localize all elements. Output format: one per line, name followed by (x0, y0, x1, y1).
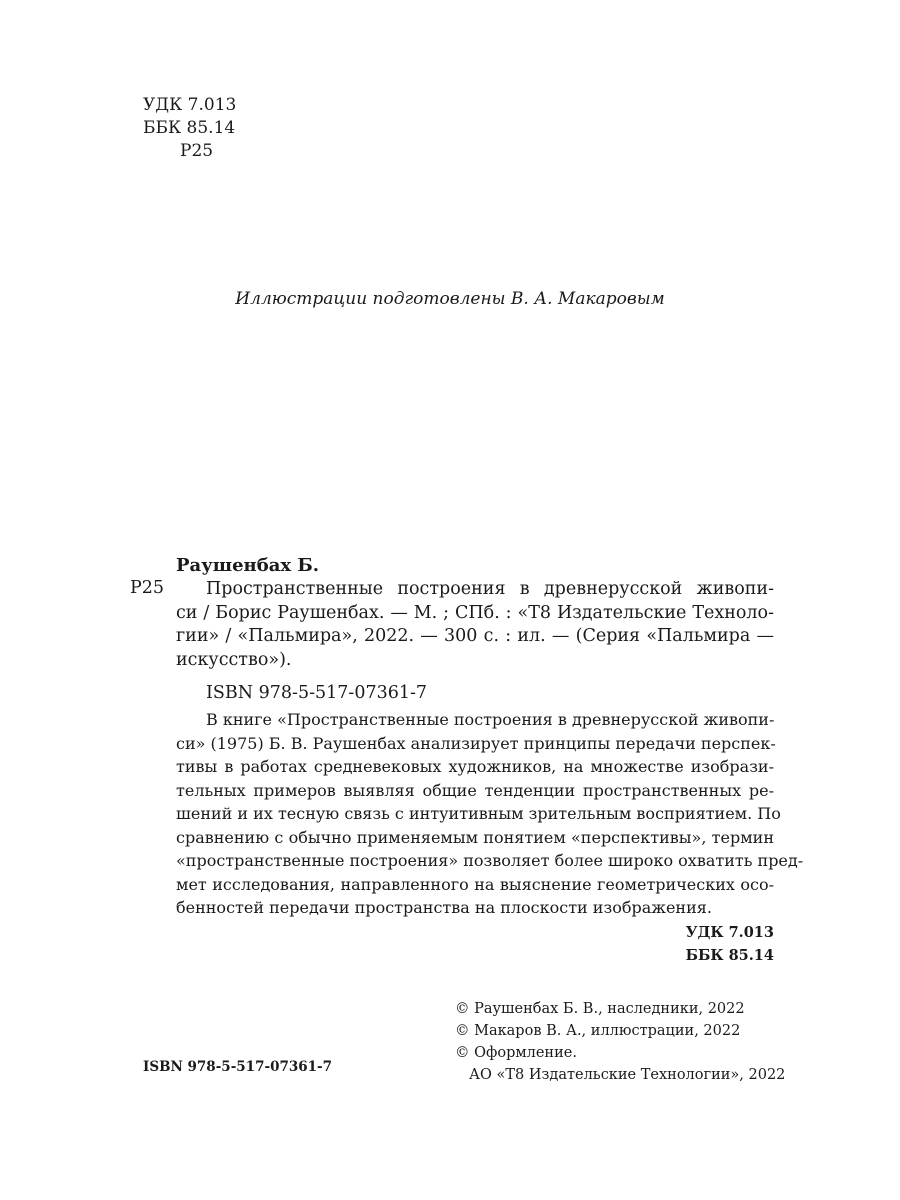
record-line: гии» / «Пальмира», 2022. — 300 с. : ил. — (Серия «Пальмира — (176, 626, 774, 646)
udk-code: УДК 7.013 (143, 95, 237, 115)
bottom-udk-code: УДК 7.013 (685, 924, 774, 941)
annotation-line: «пространственные построения» позволяет более широко охватить пред- (176, 851, 804, 870)
annotation-line: В книге «Пространственные построения в древнерусской живопи- (206, 710, 775, 729)
copyright-line: © Раушенбах Б. В., наследники, 2022 (455, 1001, 745, 1017)
annotation-line: мет исследования, направленного на выяснение геометрических осо- (176, 874, 774, 894)
annotation-line: си» (1975) Б. В. Раушенбах анализирует принципы передачи перспек- (176, 733, 776, 753)
record-isbn: ISBN 978-5-517-07361-7 (206, 683, 428, 703)
copyright-block (455, 998, 785, 1086)
record-author: Раушенбах Б. (176, 555, 320, 576)
annotation-line: шений и их тесную связь с интуитивным зрительным восприятием. По (176, 804, 781, 823)
bbk-code: ББК 85.14 (143, 118, 236, 138)
annotation-line: тивы в работах средневековых художников, на множестве изобрази- (176, 757, 774, 776)
record-line: искусство»). (176, 649, 292, 670)
illustrations-credit: Иллюстрации подготовлены В. А. Макаровым (235, 289, 665, 309)
bottom-classification-codes (686, 921, 774, 967)
bibliographic-record (176, 578, 774, 672)
bottom-bbk-code: ББК 85.14 (685, 947, 774, 964)
record-line: си / Борис Раушенбах. — М. ; СПб. : «Т8 Издательские Техноло- (176, 602, 774, 623)
annotation (176, 708, 804, 920)
copyright-line: © Макаров В. А., иллюстрации, 2022 (455, 1023, 741, 1039)
top-classification-codes (143, 94, 236, 163)
record-author-mark: Р25 (130, 578, 165, 598)
annotation-line: тельных примеров выявляя общие тенденции пространственных ре- (176, 780, 774, 800)
copyright-line: © Оформление. (455, 1045, 577, 1061)
author-mark: Р25 (180, 141, 214, 161)
annotation-line: сравнению с обычно применяемым понятием «перспективы», термин (176, 827, 774, 847)
bottom-isbn: ISBN 978-5-517-07361-7 (143, 1059, 333, 1075)
record-line: Пространственные построения в древнерусской живопи- (206, 579, 774, 599)
copyright-line: АО «Т8 Издательские Технологии», 2022 (469, 1067, 786, 1083)
annotation-line: бенностей передачи пространства на плоскости изображения. (176, 898, 712, 917)
